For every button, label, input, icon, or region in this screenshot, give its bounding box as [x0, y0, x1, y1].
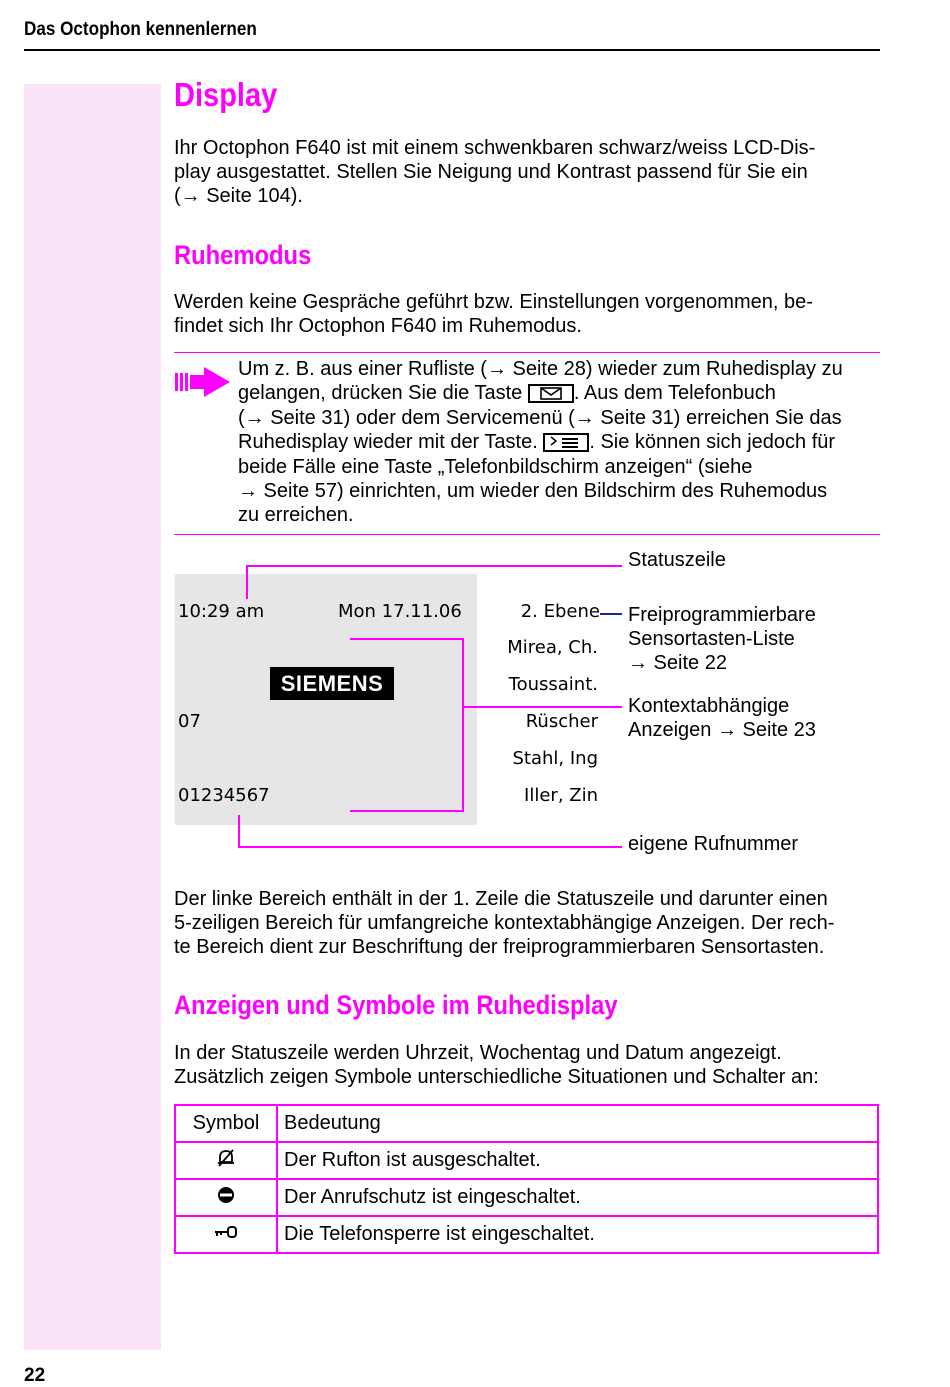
- table-cell: [175, 1216, 277, 1253]
- softkey-label: Toussaint.: [508, 674, 598, 695]
- text-line: Der linke Bereich enthält in der 1. Zeile die Statuszeile und darunter einen: [174, 888, 828, 910]
- note-line: [238, 430, 880, 454]
- text-line: 5-zeiligen Bereich für umfangreiche kontextabhängige Anzeigen. Der rech-: [174, 912, 835, 934]
- bell-off-icon: [216, 1148, 236, 1168]
- margin-column: [24, 84, 161, 1350]
- number-connector: [238, 846, 622, 848]
- note-text: [238, 357, 880, 528]
- text-line: Ihr Octophon F640 ist mit einem schwenkbaren schwarz/weiss LCD-Dis-: [174, 137, 816, 159]
- heading-symbole: Anzeigen und Symbole im Ruhedisplay: [174, 990, 618, 1020]
- lcd-line-07: 07: [178, 711, 201, 732]
- lcd-own-number: 01234567: [178, 785, 270, 806]
- symbole-paragraph: [174, 1041, 884, 1089]
- heading-display: Display: [174, 76, 278, 113]
- callout-line: Kontextabhängige: [628, 695, 790, 717]
- callout-freiprog: [628, 603, 816, 675]
- softkey-label: Rüscher: [525, 711, 598, 732]
- statuszeile-connector: [246, 565, 622, 567]
- table-cell: [175, 1142, 277, 1179]
- text-line: findet sich Ihr Octophon F640 im Ruhemodus.: [174, 315, 582, 337]
- table-row: [175, 1216, 878, 1253]
- note-arrow-icon: [175, 366, 231, 403]
- callout-eigene: eigene Rufnummer: [628, 833, 799, 855]
- text-line: (→ Seite 104).: [174, 185, 303, 207]
- softkey-label: Iller, Zin: [524, 785, 598, 806]
- note-line-part: Ruhedisplay wieder mit der Taste.: [238, 431, 544, 454]
- symbol-table: [174, 1104, 879, 1254]
- callout-kontext: [628, 694, 816, 742]
- context-bracket: [462, 638, 464, 812]
- text-line: Zusätzlich zeigen Symbole unterschiedliche Situationen und Schalter an:: [174, 1066, 819, 1088]
- note-line: → Seite 57) einrichten, um wieder den Bildschirm des Ruhemodus: [238, 480, 828, 503]
- softkey-label: Mirea, Ch.: [507, 637, 598, 658]
- note-line-part: . Sie können sich jedoch für: [589, 431, 836, 454]
- table-cell: Der Anrufschutz ist eingeschaltet.: [277, 1179, 878, 1216]
- note-top-rule: [174, 352, 880, 353]
- note-line: zu erreichen.: [238, 504, 354, 527]
- note-line: [238, 381, 880, 405]
- note-line-part: . Aus dem Telefonbuch: [573, 382, 776, 405]
- callout-line: Anzeigen → Seite 23: [628, 719, 816, 741]
- note-line-part: gelangen, drücken Sie die Taste: [238, 382, 528, 405]
- page-number: 22: [24, 1365, 46, 1386]
- number-connector: [238, 815, 240, 848]
- lcd-time: 10:29 am: [178, 601, 265, 622]
- callout-statuszeile: Statuszeile: [628, 549, 726, 571]
- note-line: Um z. B. aus einer Rufliste (→ Seite 28) wieder zum Ruhedisplay zu: [238, 358, 843, 380]
- softkey-connector: [600, 613, 622, 615]
- siemens-logo: SIEMENS: [270, 667, 394, 700]
- table-row: [175, 1142, 878, 1179]
- softkey-label: Stahl, Ing: [512, 748, 598, 769]
- callout-line: Sensortasten-Liste: [628, 628, 795, 650]
- table-cell: [175, 1179, 277, 1216]
- statuszeile-connector: [246, 565, 248, 599]
- callout-line: Freiprogrammierbare: [628, 604, 816, 626]
- lcd-date: Mon 17.11.06: [338, 601, 462, 622]
- menu-key-icon: [543, 433, 589, 452]
- heading-ruhemodus: Ruhemodus: [174, 240, 312, 270]
- envelope-key-icon: [528, 384, 574, 403]
- context-connector: [462, 706, 622, 708]
- ruhemodus-paragraph: [174, 290, 884, 338]
- table-header-cell: Symbol: [175, 1105, 277, 1142]
- note-bottom-rule: [174, 534, 880, 535]
- text-line: In der Statuszeile werden Uhrzeit, Wochentag und Datum angezeigt.: [174, 1042, 782, 1064]
- table-cell: Der Rufton ist ausgeschaltet.: [277, 1142, 878, 1179]
- key-lock-icon: [213, 1224, 239, 1240]
- table-header-row: [175, 1105, 878, 1142]
- softkey-label: 2. Ebene: [520, 601, 600, 622]
- running-header: Das Octophon kennenlernen: [24, 19, 257, 40]
- text-line: Werden keine Gespräche geführt bzw. Einstellungen vorgenommen, be-: [174, 291, 813, 313]
- table-row: [175, 1179, 878, 1216]
- table-cell: Die Telefonsperre ist eingeschaltet.: [277, 1216, 878, 1253]
- header-rule: [24, 49, 880, 51]
- description-paragraph: [174, 887, 884, 959]
- table-header-cell: Bedeutung: [277, 1105, 878, 1142]
- callout-line: → Seite 22: [628, 652, 727, 674]
- context-bracket: [350, 810, 464, 812]
- intro-paragraph: [174, 136, 884, 208]
- context-bracket: [350, 638, 464, 640]
- text-line: play ausgestattet. Stellen Sie Neigung und Kontrast passend für Sie ein: [174, 161, 808, 183]
- note-line: (→ Seite 31) oder dem Servicemenü (→ Seite 31) erreichen Sie das: [238, 406, 842, 429]
- text-line: te Bereich dient zur Beschriftung der freiprogrammierbaren Sensortasten.: [174, 936, 825, 958]
- note-line: beide Fälle eine Taste „Telefonbildschirm anzeigen“ (siehe: [238, 455, 753, 478]
- do-not-disturb-icon: [217, 1186, 235, 1204]
